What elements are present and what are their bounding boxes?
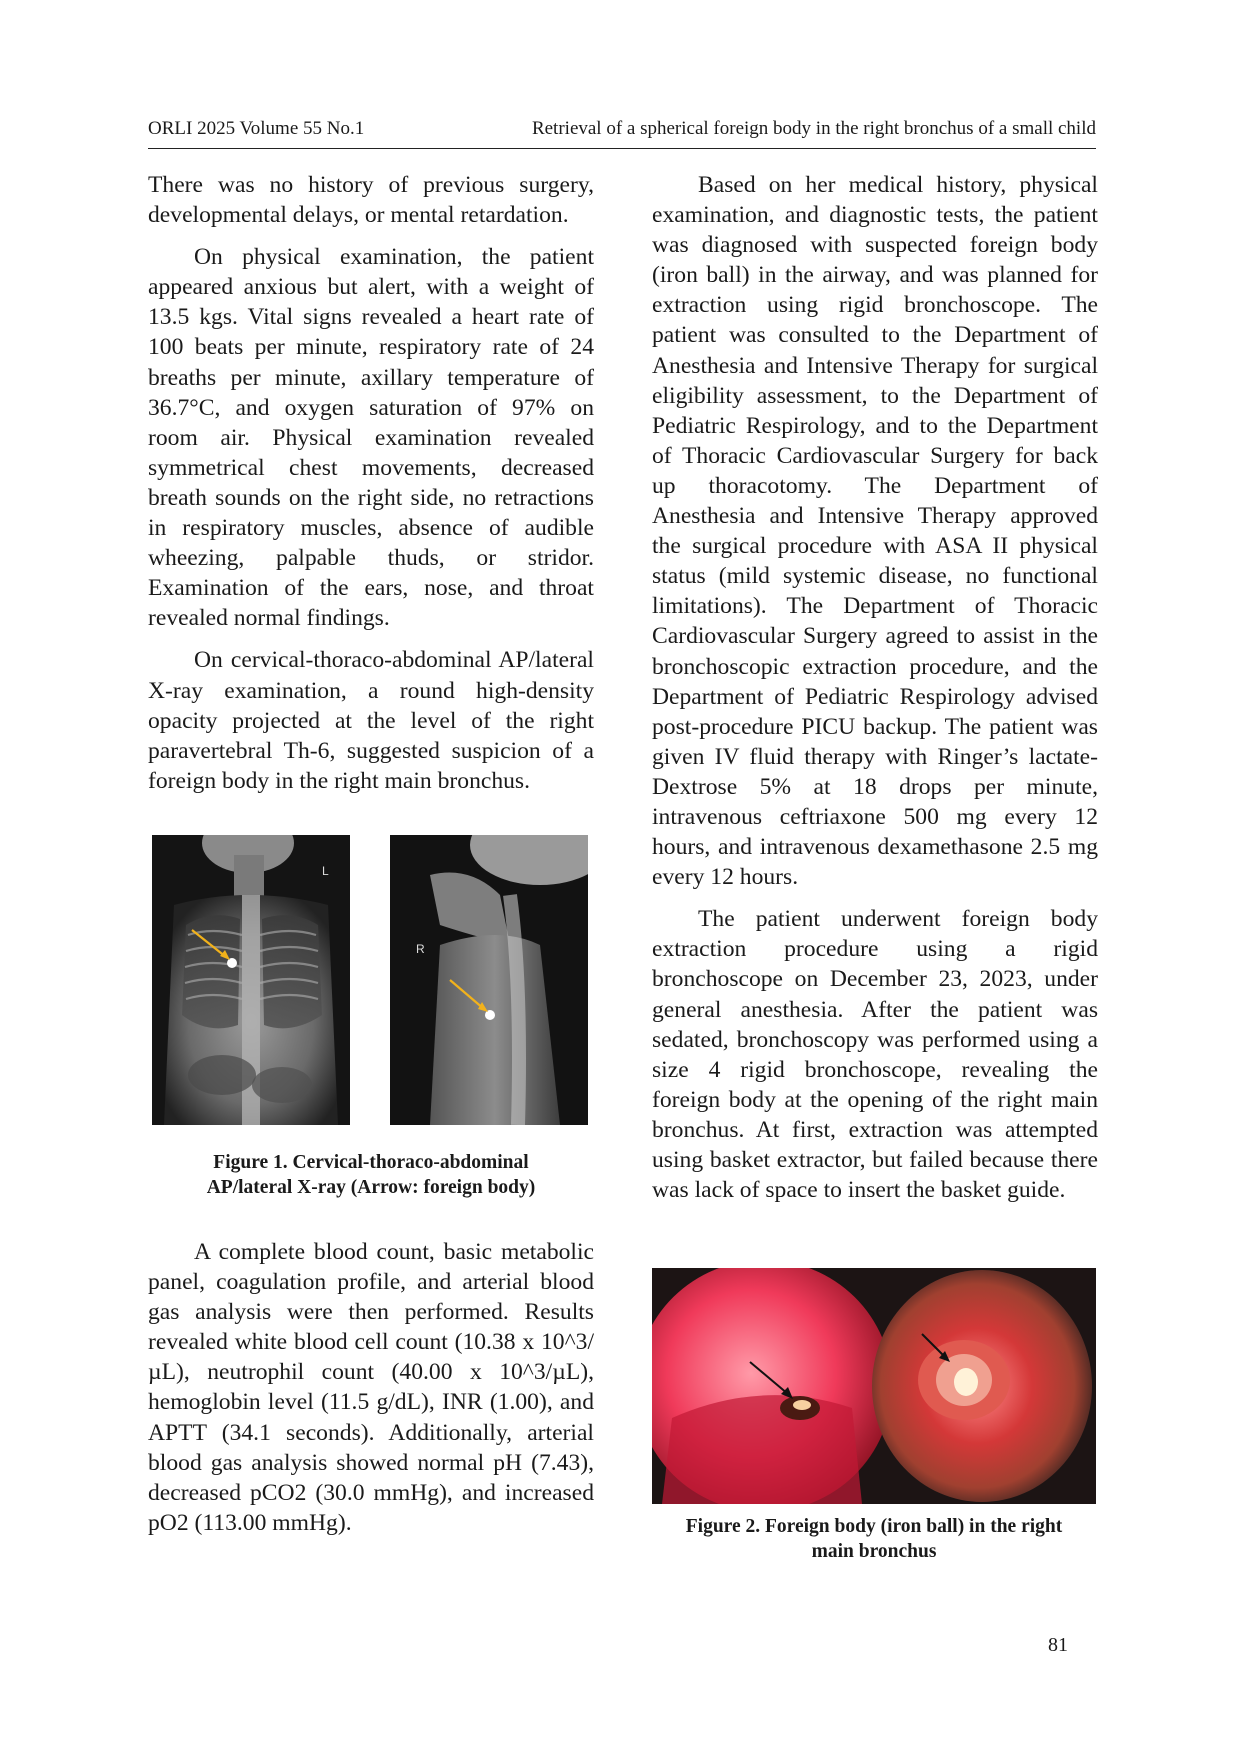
xray-lateral-image (390, 835, 588, 1125)
caption-line: Figure 1. Cervical-thoraco-abdominal (213, 1152, 529, 1173)
lateral-marker: R (416, 942, 425, 956)
paragraph: A complete blood count, basic metabolic panel, coagulation profile, and arterial blood gas analysis were then performed. Results revealed white blood cell count (10.38 x 10^3/µL), neutrophil count (40.00 x 10^3/µL), hemoglobin level (11.5 g/dL), INR (1.00), and APTT (34.1 seconds). Additionally, arterial blood gas analysis showed normal pH (7.43), decreased pCO2 (30.0 mmHg), and increased pO2 (113.00 mmHg). (148, 1239, 594, 1536)
paragraph: Based on her medical history, physical examination, and diagnostic tests, the patient was diagnosed with suspected foreign body (iron ball) in the airway, and was planned for extraction using rigid bronchoscope. The patient was consulted to the Department of Anesthesia and Intensive Therapy for surgical eligibility assessment, to the Department of Pediatric Respirology, and to the Department of Thoracic Cardiovascular Surgery for back up thoracotomy. The Department of Anesthesia and Intensive Therapy approved the surgical procedure with ASA II physical status (mild systemic disease, no functional limitations). The Department of Thoracic Cardiovascular Surgery agreed to assist in the bronchoscopic extraction procedure, and the Department of Pediatric Respirology advised post-procedure PICU backup. The patient was given IV fluid therapy with Ringer’s lactate-Dextrose 5% at 18 drops per minute, intravenous ceftriaxone 500 mg every 12 hours, and intravenous dexamethasone 2.5 mg every 12 hours. (652, 172, 1098, 891)
xray-ap-image (152, 835, 350, 1125)
right-column (652, 170, 1098, 1217)
left-column (148, 170, 594, 808)
left-column-continued (148, 1237, 594, 1550)
journal-issue: ORLI 2025 Volume 55 No.1 (148, 118, 365, 139)
figure-1-caption (148, 1150, 594, 1200)
ap-marker: L (322, 864, 329, 878)
figure-2-caption (652, 1514, 1096, 1564)
page-number: 81 (1048, 1634, 1068, 1656)
bronchoscopy-image (652, 1268, 1096, 1504)
caption-line: Figure 2. Foreign body (iron ball) in the right (685, 1516, 1063, 1537)
paragraph: On cervical-thoraco-abdominal AP/lateral X-ray examination, a round high-density opacity projected at the level of the right paravertebral Th-6, suggested suspicion of a foreign body in the right main bronchus. (148, 647, 594, 794)
paragraph: On physical examination, the patient appeared anxious but alert, with a weight of 13.5 kgs. Vital signs revealed a heart rate of 100 beats per minute, respiratory rate of 24 breaths per minute, axillary temperature of 36.7°C, and oxygen saturation of 97% on room air. Physical examination revealed symmetrical chest movements, decreased breath sounds on the right side, no retractions in respiratory muscles, absence of audible wheezing, palpable thuds, or stridor. Examination of the ears, nose, and throat revealed normal findings. (148, 244, 594, 632)
figure-2 (652, 1268, 1096, 1504)
caption-line: AP/lateral X-ray (Arrow: foreign body) (206, 1177, 536, 1198)
paragraph: There was no history of previous surgery, developmental delays, or mental retardation. (148, 172, 594, 229)
running-header (148, 118, 1096, 149)
figure-1 (152, 835, 588, 1125)
caption-line: main bronchus (811, 1541, 937, 1562)
running-title: Retrieval of a spherical foreign body in the right bronchus of a small child (531, 118, 1096, 139)
paragraph: The patient underwent foreign body extraction procedure using a rigid bronchoscope on December 23, 2023, under general anesthesia. After the patient was sedated, bronchoscopy was performed using a size 4 rigid bronchoscope, revealing the foreign body at the opening of the right main bronchus. At first, extraction was attempted using basket extractor, but failed because there was lack of space to insert the basket guide. (652, 906, 1098, 1204)
